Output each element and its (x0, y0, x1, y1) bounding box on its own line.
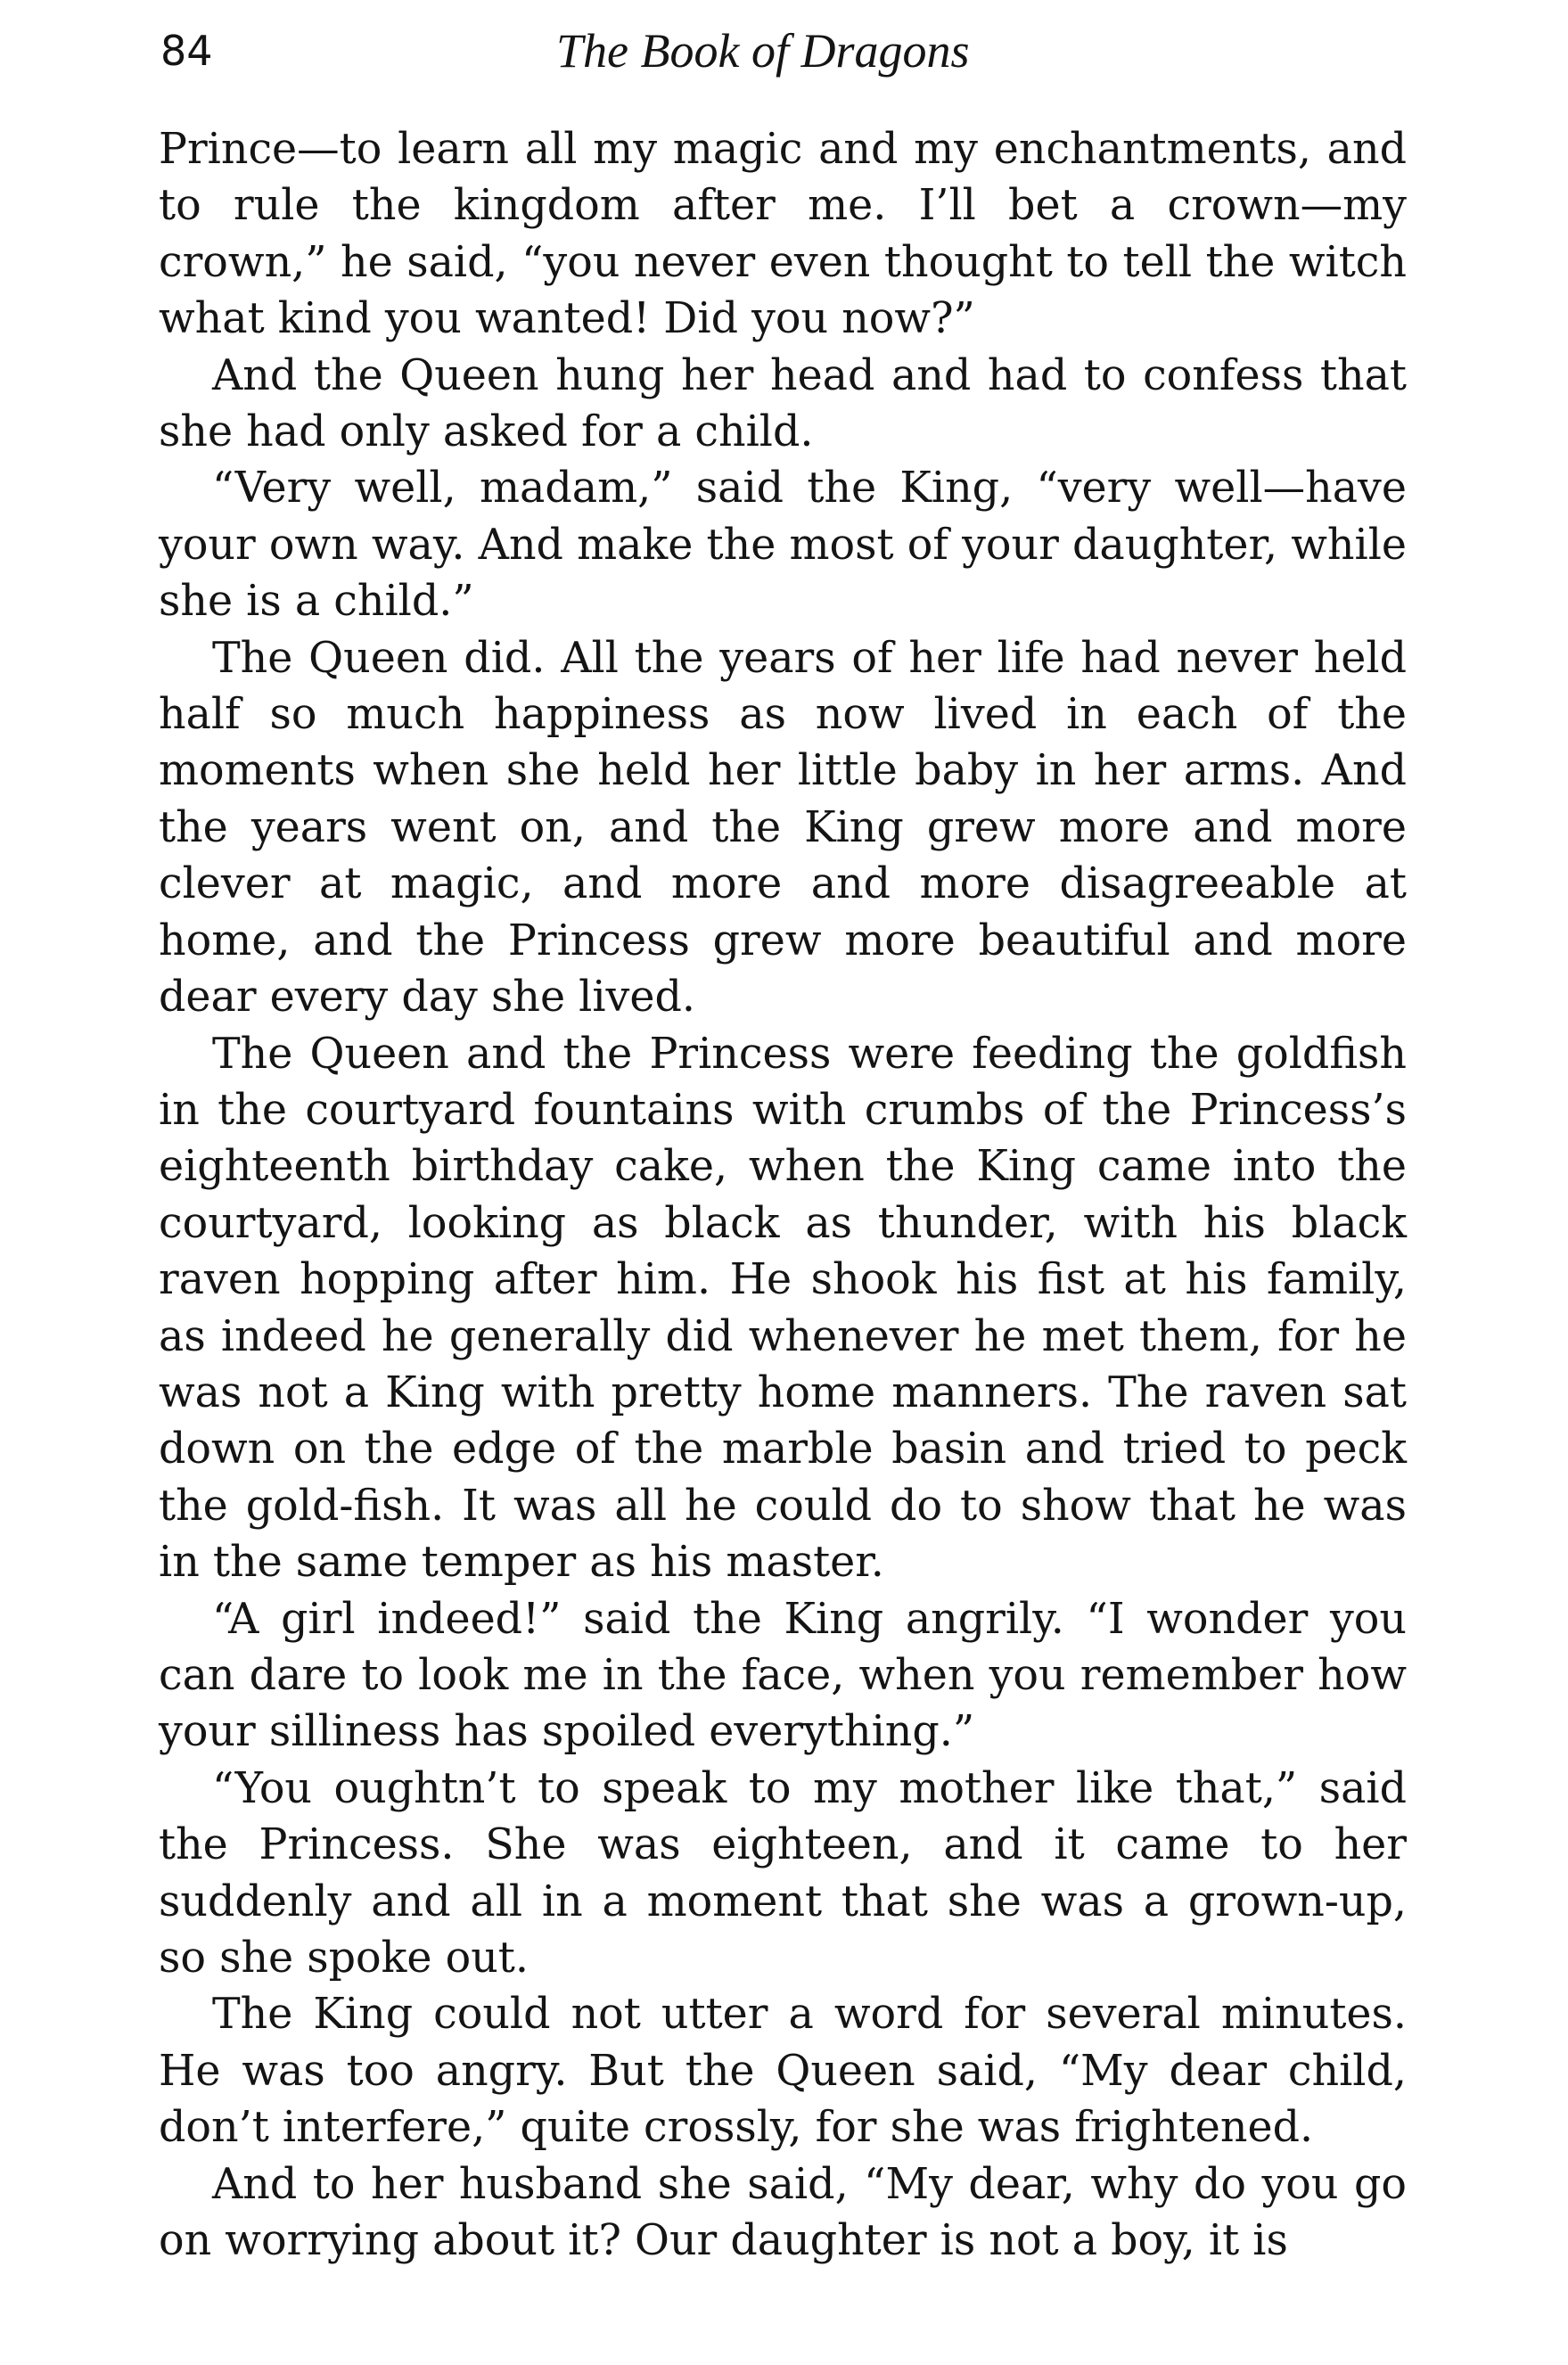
paragraph: And to her husband she said, “My dear, why do you go on worrying about it? Our daughter is not a boy, it is (159, 2159, 1407, 2266)
running-head: The Book of Dragons (556, 24, 970, 78)
paragraph: “A girl indeed!” said the King angrily. “I wonder you can dare to look me in the face, when you remember how your silliness has spoiled everything.” (159, 1594, 1407, 1757)
paragraph: “Very well, madam,” said the King, “very well—have your own way. And make the most of your daughter, while she is a child.” (159, 464, 1407, 627)
page-number: 84 (160, 27, 213, 75)
book-page (159, 0, 1407, 2365)
page-header (159, 20, 1407, 82)
body-text (159, 121, 1407, 2269)
paragraph: “You oughtn’t to speak to my mother like that,” said the Princess. She was eighteen, and it came to her suddenly and all in a moment that she was a grown-up, so she spoke out. (159, 1763, 1407, 1983)
paragraph: The Queen did. All the years of her life had never held half so much happiness as now lived in each of the moments when she held her little baby in her arms. And the years went on, and the King grew more and more clever at magic, and more and more disagreeable at home, and the Princess grew more beautiful and more dear every day she lived. (159, 633, 1407, 1022)
paragraph: Prince—to learn all my magic and my enchantments, and to rule the kingdom after me. I’ll bet a crown—my crown,” he said, “you never even thought to tell the witch what kind you wanted! Did you now?” (159, 125, 1407, 344)
paragraph: The Queen and the Princess were feeding the goldfish in the courtyard fountains with crumbs of the Princess’s eighteenth birthday cake, when the King came into the courtyard, looking as black as thunder, with his black raven hopping after him. He shook his fist at his family, as indeed he generally did whenever he met them, for he was not a King with pretty home manners. The raven sat down on the edge of the marble basin and tried to peck the gold-fish. It was all he could do to show that he was in the same temper as his master. (159, 1029, 1407, 1588)
paragraph: The King could not utter a word for several minutes. He was too angry. But the Queen said, “My dear child, don’t interfere,” quite crossly, for she was frightened. (159, 1990, 1407, 2153)
paragraph: And the Queen hung her head and had to confess that she had only asked for a child. (159, 350, 1407, 457)
